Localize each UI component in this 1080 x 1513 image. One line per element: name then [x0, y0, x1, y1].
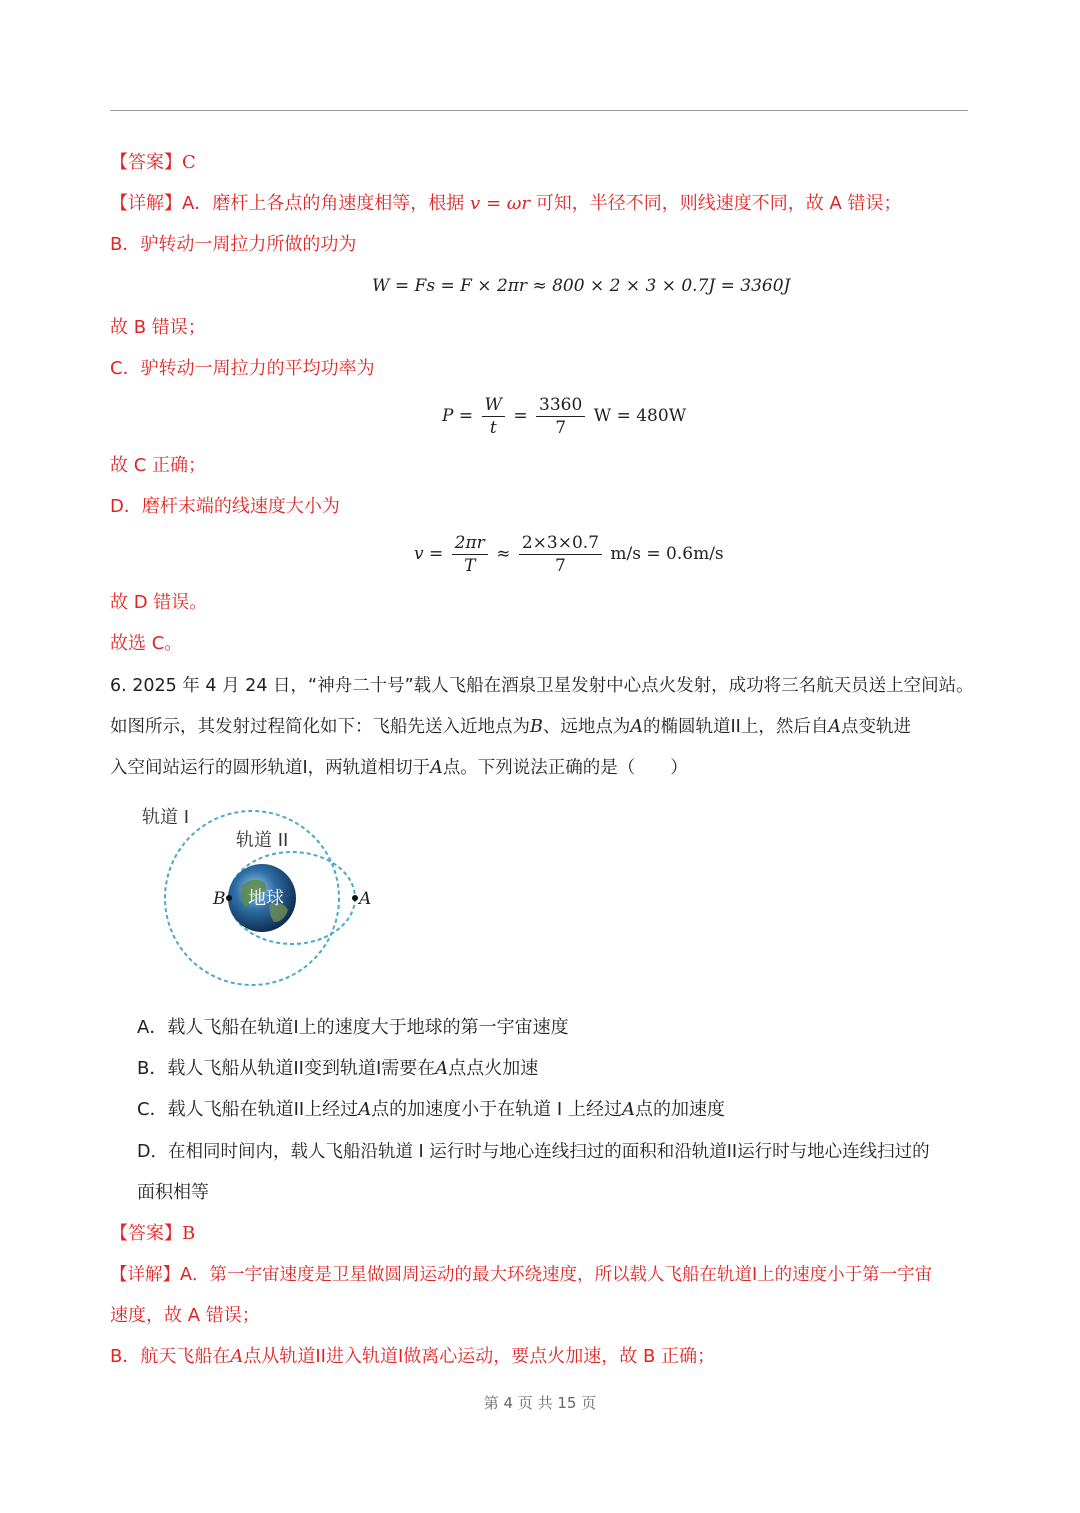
answer-2: 【答案】B — [110, 1223, 196, 1244]
detail-1-a: 【详解】A．磨杆上各点的角速度相等，根据 v = ωr 可知，半径不同，则线速度不同，故 A 错误； — [110, 193, 902, 214]
option-d-line-1: D．在相同时间内，载人飞船沿轨道 I 运行时与地心连线扫过的面积和沿轨道II运行时与地心连线扫过的 — [137, 1142, 930, 1162]
detail-2-a-line-2: 速度，故 A 错误； — [110, 1305, 260, 1326]
earth-label: 地球 — [248, 888, 284, 909]
page-footer: 第 4 页 共 15 页 — [483, 1394, 597, 1412]
detail-1-d: D．磨杆末端的线速度大小为 — [110, 496, 340, 517]
detail-1-d-conclusion: 故 D 错误。 — [110, 592, 208, 613]
point-a-label: A — [359, 889, 372, 909]
detail-2-b: B．航天飞船在A点从轨道II进入轨道I做离心运动，要点火加速，故 B 正确； — [110, 1346, 716, 1367]
option-b: B．载人飞船从轨道II变到轨道I需要在A点点火加速 — [137, 1058, 539, 1079]
fraction-3360-over-7: $\frac{3360}{7}$ — [536, 394, 585, 439]
question-6-line-1: 6. 2025 年 4 月 24 日，“神舟二十号”载人飞船在酒泉卫星发射中心点火发射，成功将三名航天员送上空间站。 — [110, 676, 974, 696]
orbit-diagram — [130, 800, 390, 1000]
detail-1-final: 故选 C。 — [110, 633, 183, 654]
formula-velocity: v = $\frac{2\pi r}{T}$ ≈ $\frac{2\times 3\times 0.7}{7}$ m/s = 0.6m/s — [414, 533, 724, 576]
formula-work: W = Fs = F × 2πr ≈ 800 × 2 × 3 × 0.7J = 3360J — [372, 276, 791, 296]
detail-2-a-line-1: 【详解】A．第一宇宙速度是卫星做圆周运动的最大环绕速度，所以载人飞船在轨道I上的速度小于第一宇宙 — [110, 1265, 933, 1285]
fraction-2pir-over-t: $\frac{2\pi r}{T}$ — [452, 532, 488, 577]
formula-power: P = $\frac{W}{t}$ = $\frac{3360}{7}$ W = 480W — [442, 395, 687, 438]
point-b-dot — [226, 895, 232, 901]
option-a: A．载人飞船在轨道I上的速度大于地球的第一宇宙速度 — [137, 1017, 569, 1038]
option-c: C．载人飞船在轨道II上经过A点的加速度小于在轨道 I 上经过A点的加速度 — [137, 1099, 725, 1120]
question-6-line-3: 入空间站运行的圆形轨道I，两轨道相切于A点。下列说法正确的是（ ） — [110, 758, 688, 778]
option-d-line-2: 面积相等 — [137, 1182, 209, 1203]
detail-1-c-conclusion: 故 C 正确； — [110, 455, 207, 476]
detail-1-b: B．驴转动一周拉力所做的功为 — [110, 234, 357, 255]
fraction-w-over-t: $\frac{W}{t}$ — [482, 394, 505, 439]
header-rule — [110, 110, 968, 111]
detail-1-b-conclusion: 故 B 错误； — [110, 317, 206, 338]
question-6-line-2: 如图所示，其发射过程简化如下：飞船先送入近地点为B、远地点为A的椭圆轨道II上，然后自A点变轨进 — [110, 717, 911, 737]
detail-1-c: C．驴转动一周拉力的平均功率为 — [110, 358, 375, 379]
orbit-2-label: 轨道 II — [236, 830, 289, 851]
point-a-dot — [352, 895, 358, 901]
fraction-2x3x07-over-7: $\frac{2\times 3\times 0.7}{7}$ — [519, 532, 602, 577]
point-b-label: B — [213, 889, 226, 909]
orbit-1-label: 轨道 I — [142, 807, 190, 828]
answer-1: 【答案】C — [110, 152, 196, 173]
